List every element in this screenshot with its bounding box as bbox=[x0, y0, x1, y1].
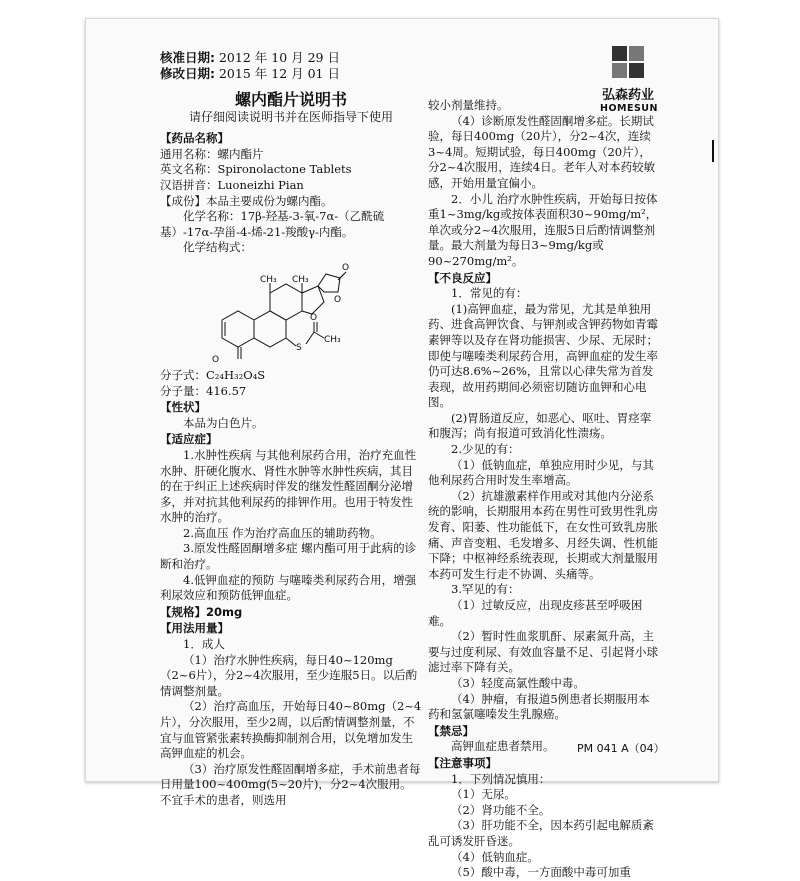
section-indications: 【适应症】 bbox=[160, 432, 218, 447]
svg-text:CH₃: CH₃ bbox=[260, 274, 277, 285]
molecular-formula: 分子式：C₂₄H₃₂O₄S bbox=[160, 367, 266, 382]
molecular-weight: 分子量：416.57 bbox=[160, 383, 247, 398]
usage-adult-1: （1）治疗水肿性疾病，每日40~120mg（2~6片），分2~4次服用，至少连服5日。以后酌情调整剂量。 bbox=[160, 652, 418, 698]
adverse-rare-1: （1）过敏反应，出现皮疹甚至呼吸困难。 bbox=[428, 598, 643, 628]
section-specification: 【规格】20mg bbox=[160, 604, 243, 619]
caution-1a: （1）无尿。 bbox=[451, 787, 516, 802]
usage-adult-4: （4）诊断原发性醛固酮增多症。长期试验，每日400mg（20片），分2~4次，连续3~4周。短期试验，每日400mg（20片），分2~4次服用，连续4日。老年人对本药较敏感，开始用量宜偏小。 bbox=[428, 113, 656, 190]
common-name: 通用名称：螺内酯片 bbox=[160, 146, 264, 161]
appearance-text: 本品为白色片。 bbox=[183, 415, 264, 430]
indication-3: 3.原发性醛固酮增多症 螺内酯可用于此病的诊断和治疗。 bbox=[160, 541, 417, 572]
header-dates bbox=[160, 50, 340, 82]
logo-mark-icon bbox=[600, 46, 656, 78]
adverse-rare-2: （2）暂时性血浆肌酐、尿素氮升高，主要与过度利尿、有效血容量不足、引起肾小球滤过率下降有关。 bbox=[428, 629, 658, 675]
caution-1c: （3）肝功能不全，因本药引起电解质紊乱可诱发肝昏迷。 bbox=[428, 818, 654, 848]
company-name-cn: 弘森药业 bbox=[601, 88, 654, 103]
adverse-uncommon-1: （1）低钠血症，单独应用时少见，与其他利尿药合用时发生率增高。 bbox=[428, 457, 654, 488]
chemical-structure-diagram bbox=[160, 258, 422, 366]
steroid-structure-icon bbox=[200, 258, 350, 366]
adverse-common: 1．常见的有： bbox=[451, 286, 528, 301]
chemical-name: 化学名称：17β-羟基-3-氧-7α-（乙酰硫基）-17α-孕甾-4-烯-21-羧酸γ-内酯。 bbox=[160, 209, 385, 239]
usage-notice: 请仔细阅读说明书并在医师指导下使用 bbox=[188, 109, 393, 124]
document-code: PM 041 A（04） bbox=[577, 742, 665, 755]
indication-2: 2.高血压 作为治疗高血压的辅助药物。 bbox=[183, 525, 382, 540]
revise-date-line: 修改日期: 2015 年 12 月 01 日 bbox=[160, 66, 340, 81]
adverse-rare-3: （3）轻度高氯性酸中毒。 bbox=[451, 675, 585, 690]
usage-adult-2: （2）治疗高血压，开始每日40~80mg（2~4片），分次服用，至少2周，以后酌情调整剂量，不宜与血管紧张素转换酶抑制剂合用，以免增加发生高钾血症的机会。 bbox=[160, 699, 422, 761]
adverse-uncommon-2: （2）抗雄激素样作用或对其他内分泌系统的影响，长期服用本药在男性可致男性乳房发育、阳萎、性功能低下，在女性可致乳房胀痛、声音变粗、毛发增多、月经失调、性机能下降；中枢神经系统表现，长期或大剂量服用本药可发生行走不协调、头痛等。 bbox=[428, 488, 658, 581]
svg-text:O: O bbox=[212, 354, 220, 365]
section-appearance: 【性状】 bbox=[160, 400, 206, 415]
svg-text:CH₃: CH₃ bbox=[292, 274, 309, 285]
caution-1e: （5）酸中毒，一方面酸中毒可加重 bbox=[451, 865, 631, 880]
adverse-rare: 3.罕见的有： bbox=[451, 582, 520, 597]
contraindication-text: 高钾血症患者禁用。 bbox=[451, 739, 555, 754]
margin-mark bbox=[712, 140, 714, 162]
svg-text:O: O bbox=[310, 312, 318, 323]
section-usage: 【用法用量】 bbox=[160, 621, 229, 636]
caution-1b: （2）肾功能不全。 bbox=[451, 802, 551, 817]
document-title: 螺内酯片说明书 bbox=[234, 90, 347, 109]
svg-text:O: O bbox=[342, 262, 350, 273]
caution-1d: （4）低钠血症。 bbox=[451, 849, 539, 864]
usage-adult-3-cont: 较小剂量维持。 bbox=[428, 98, 509, 112]
company-name-en: HOMESUN bbox=[600, 103, 658, 114]
usage-adult: 1．成人 bbox=[183, 637, 225, 652]
svg-text:S: S bbox=[296, 342, 302, 353]
svg-text:CH₃: CH₃ bbox=[324, 334, 341, 345]
adverse-common-2: (2)胃肠道反应，如恶心、呕吐、胃痉挛和腹泻；尚有报道可致消化性溃疡。 bbox=[428, 410, 652, 441]
usage-adult-3: （3）治疗原发性醛固酮增多症，手术前患者每日用量100~400mg(5~20片)，分2~4次服用。不宜手术的患者，则选用 bbox=[160, 761, 421, 807]
section-adverse-reactions: 【不良反应】 bbox=[428, 270, 497, 285]
indication-4: 4.低钾血症的预防 与噻嗪类利尿药合用，增强利尿效应和预防低钾血症。 bbox=[160, 572, 417, 603]
english-name: 英文名称：Spironolactone Tablets bbox=[160, 162, 352, 177]
ingredients: 【成份】本品主要成份为螺内酯。 bbox=[160, 193, 333, 208]
adverse-common-1: (1)高钾血症，最为常见，尤其是单独用药、进食高钾饮食、与钾剂或含钾药物如青霉素钾等以及存在肾功能损害、少尿、无尿时；即使与噻嗪类利尿药合用，高钾血症的发生率仍可达8.6%~26%，且常以心律失常为首发表现，故用药期间必须密切随访血钾和心电图。 bbox=[428, 301, 658, 410]
svg-text:O: O bbox=[334, 294, 342, 305]
approve-date-line: 核准日期: 2012 年 10 月 29 日 bbox=[160, 50, 340, 65]
left-column bbox=[160, 92, 422, 809]
usage-child: 2．小儿 治疗水肿性疾病，开始每日按体重1~3mg/kg或按体表面积30~90mg/m²，单次或分2~4次服用，连服5日后酌情调整剂量。最大剂量为每日3~9mg/kg或90~270mg/m²。 bbox=[428, 191, 658, 268]
section-contraindications: 【禁忌】 bbox=[428, 723, 474, 738]
chemical-structure-label: 化学结构式： bbox=[183, 240, 252, 255]
section-drug-name: 【药品名称】 bbox=[160, 131, 229, 146]
pinyin-name: 汉语拼音：Luoneizhi Pian bbox=[160, 177, 304, 192]
adverse-uncommon: 2.少见的有： bbox=[451, 442, 520, 457]
caution-1: 1．下列情况慎用： bbox=[451, 771, 551, 786]
section-precautions: 【注意事项】 bbox=[428, 755, 497, 770]
indication-1: 1.水肿性疾病 与其他利尿药合用，治疗充血性水肿、肝硬化腹水、肾性水肿等水肿性疾病，其目的在于纠正上述疾病时伴发的继发性醛固酮分泌增多，并对抗其他利尿药的排钾作用。也用于特发性水肿的治疗。 bbox=[160, 447, 417, 525]
right-column bbox=[428, 98, 658, 881]
adverse-rare-4: （4）肿瘤，有报道5例患者长期服用本药和氢氯噻嗪发生乳腺癌。 bbox=[428, 691, 650, 722]
